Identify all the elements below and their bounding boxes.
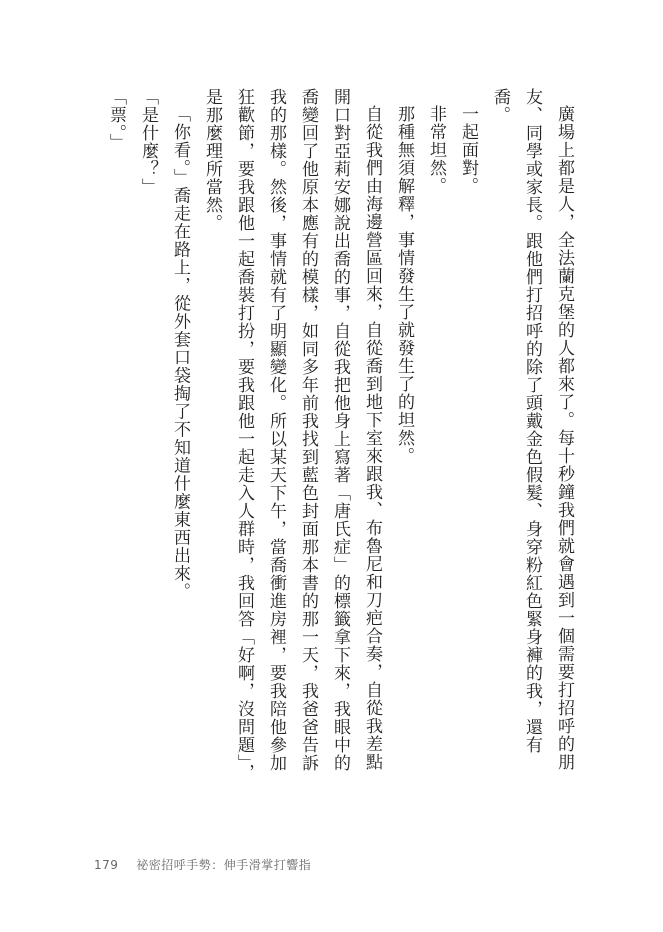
running-title: 祕密招呼手勢：伸手滑掌打響指 (136, 858, 312, 872)
paragraph: 一起面對。 (458, 105, 478, 195)
paragraph: 非常坦然。 (426, 105, 446, 195)
paragraph: 廣場上都是人，全法蘭克堡的人都來了。每十秒鐘我們就會遇到一個需要打招呼的朋友、同學或家長。跟他們打招呼的除了頭戴金色假髮、身穿粉紅色緊身褲的我，還有喬。 (490, 88, 574, 771)
paragraph: 那種無須解釋，事情發生了就發生了的坦然。 (394, 105, 414, 465)
paragraph: 「是什麼？」 (138, 88, 158, 196)
page-number: 179 (94, 858, 119, 872)
paragraph: 「票。」 (106, 88, 126, 152)
paragraph: 「你看。」喬走在路上，從外套口袋掏了不知道什麼東西出來。 (170, 105, 190, 601)
paragraph: 自從我們由海邊營區回來，自從喬到地下室來跟我、布魯尼和刀疤合奏，自從我差點開口對亞莉安娜說出喬的事，自從我把他身上寫著「唐氏症」的標籤拿下來，我眼中的喬變回了他原本應有的模樣，如同多年前我找到藍色封面那本書的那一天，我爸爸告訴我的那樣。然後，事情就有了明顯變化。所以某天下午，當喬衝進房裡，要我陪他參加狂歡節，要我跟他一起喬裝打扮，要我跟他一起走入人群時，我回答「好啊，沒問題」，是那麼理所當然。 (202, 88, 382, 782)
page-footer (94, 856, 311, 873)
vertical-text-block (96, 88, 580, 788)
